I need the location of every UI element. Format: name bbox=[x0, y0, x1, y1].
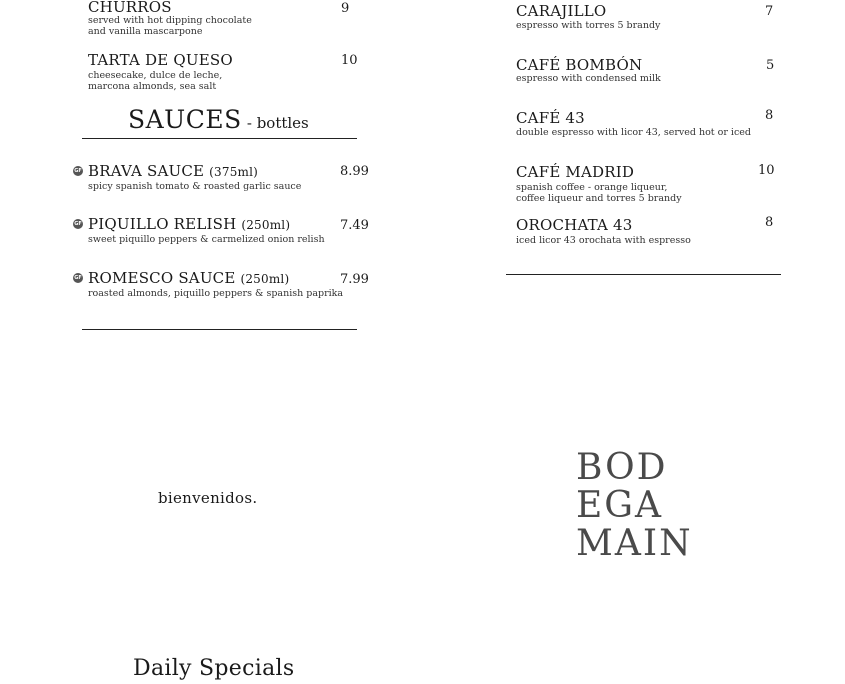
coffee-price-cafe43: 8 bbox=[765, 108, 774, 123]
coffee-price-carajillo: 7 bbox=[765, 4, 774, 19]
sauce-item-brava bbox=[88, 163, 258, 180]
sauce-desc-romesco: roasted almonds, piquillo peppers & spanish paprika bbox=[88, 288, 344, 299]
sauces-subtitle: - bottles bbox=[246, 114, 309, 132]
sauces-bottom-divider bbox=[82, 329, 357, 330]
dessert-price-churros: 9 bbox=[341, 1, 350, 16]
sauce-desc-brava: spicy spanish tomato & roasted garlic sauce bbox=[88, 181, 302, 192]
dessert-desc-tarta-line1: cheesecake, dulce de leche, bbox=[88, 70, 223, 81]
sauce-size: (250ml) bbox=[241, 218, 291, 232]
dessert-desc-churros-line2: and vanilla mascarpone bbox=[88, 26, 203, 37]
coffee-name-cafe43: CAFÉ 43 bbox=[516, 109, 585, 127]
dessert-name-churros: CHURROS bbox=[88, 0, 172, 16]
coffee-divider bbox=[506, 274, 781, 275]
coffee-name-orochata: OROCHATA 43 bbox=[516, 216, 633, 234]
sauce-item-romesco bbox=[88, 270, 289, 287]
coffee-desc-madrid-line2: coffee liqueur and torres 5 brandy bbox=[516, 193, 682, 204]
logo-line-2: EGA bbox=[576, 485, 664, 526]
gluten-free-icon: GF bbox=[74, 168, 82, 174]
dessert-desc-tarta-line2: marcona almonds, sea salt bbox=[88, 81, 217, 92]
sauce-size: (250ml) bbox=[240, 272, 290, 286]
coffee-desc-orochata: iced licor 43 orochata with espresso bbox=[516, 235, 691, 246]
coffee-price-orochata: 8 bbox=[765, 215, 774, 230]
sauces-heading bbox=[128, 106, 309, 137]
logo-line-3: MAIN bbox=[576, 523, 693, 564]
sauce-item-piquillo bbox=[88, 216, 290, 233]
gluten-free-icon: GF bbox=[74, 275, 82, 281]
sauces-title: SAUCES bbox=[128, 105, 242, 134]
daily-specials-title: Daily Specials bbox=[133, 656, 295, 681]
coffee-name-carajillo: CARAJILLO bbox=[516, 2, 607, 20]
coffee-price-bombon: 5 bbox=[766, 58, 775, 73]
sauce-price-brava: 8.99 bbox=[340, 164, 369, 179]
bodega-main-logo bbox=[576, 449, 696, 563]
dessert-price-tarta: 10 bbox=[341, 53, 358, 68]
coffee-desc-bombon: espresso with condensed milk bbox=[516, 73, 661, 84]
gluten-free-icon: GF bbox=[74, 221, 82, 227]
sauce-desc-piquillo: sweet piquillo peppers & carmelized onion relish bbox=[88, 234, 325, 245]
coffee-desc-madrid-line1: spanish coffee - orange liqueur, bbox=[516, 182, 668, 193]
dessert-desc-churros-line1: served with hot dipping chocolate bbox=[88, 15, 252, 26]
coffee-name-bombon: CAFÉ BOMBÓN bbox=[516, 56, 643, 74]
coffee-price-madrid: 10 bbox=[758, 163, 775, 178]
sauce-size: (375ml) bbox=[209, 165, 259, 179]
dessert-name-tarta: TARTA DE QUESO bbox=[88, 51, 233, 69]
logo-line-1: BOD bbox=[576, 447, 668, 488]
sauce-name: BRAVA SAUCE bbox=[88, 162, 205, 180]
welcome-text: bienvenidos. bbox=[158, 489, 258, 507]
sauce-price-piquillo: 7.49 bbox=[340, 218, 369, 233]
sauce-price-romesco: 7.99 bbox=[340, 272, 369, 287]
sauces-divider bbox=[82, 138, 357, 139]
coffee-desc-carajillo: espresso with torres 5 brandy bbox=[516, 20, 661, 31]
sauce-name: PIQUILLO RELISH bbox=[88, 215, 237, 233]
coffee-name-madrid: CAFÉ MADRID bbox=[516, 163, 635, 181]
sauce-name: ROMESCO SAUCE bbox=[88, 269, 236, 287]
coffee-desc-cafe43: double espresso with licor 43, served hot or iced bbox=[516, 127, 751, 138]
